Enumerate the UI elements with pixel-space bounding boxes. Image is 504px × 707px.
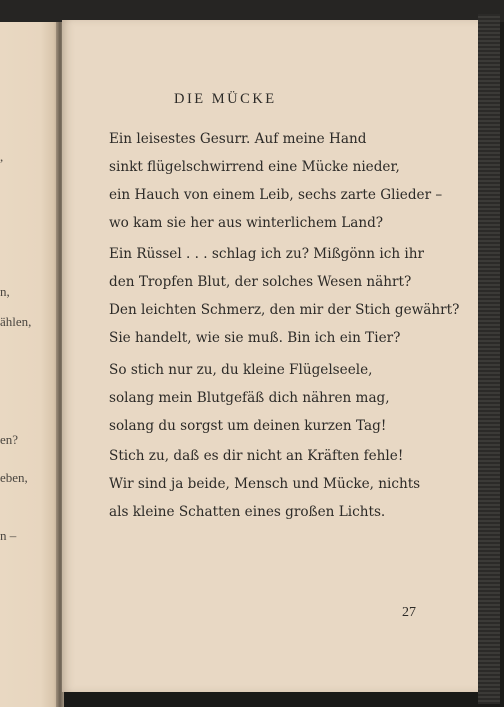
stanza-1 xyxy=(109,125,442,237)
page-number: 27 xyxy=(402,605,416,620)
verse-line: Den leichten Schmerz, den mir der Stich gewährt? xyxy=(109,302,460,318)
stanza-3 xyxy=(109,356,390,440)
verse-line: solang mein Blutgefäß dich nähren mag, xyxy=(109,390,390,406)
verse-line: solang du sorgst um deinen kurzen Tag! xyxy=(109,418,387,434)
left-page xyxy=(0,22,58,707)
verse-line: wo kam sie her aus winterlichem Land? xyxy=(109,215,384,231)
poem-title: DIE MÜCKE xyxy=(174,91,277,107)
verse-line: den Tropfen Blut, der solches Wesen nährt? xyxy=(109,274,412,290)
verse-line: Wir sind ja beide, Mensch und Mücke, nichts xyxy=(109,476,421,492)
verse-line: Ein leisestes Gesurr. Auf meine Hand xyxy=(109,131,367,147)
book-cover-edge xyxy=(478,14,500,704)
verse-line: So stich nur zu, du kleine Flügelseele, xyxy=(109,362,373,378)
stanza-2 xyxy=(109,240,459,352)
left-page-fragment: n – xyxy=(0,528,17,543)
left-page-fragment: eben, xyxy=(0,470,28,485)
left-page-fragment: ählen, xyxy=(0,314,32,329)
left-page-fragment: , xyxy=(0,149,4,164)
verse-line: als kleine Schatten eines großen Lichts. xyxy=(109,504,386,520)
verse-line: Ein Rüssel . . . schlag ich zu? Mißgönn ich ihr xyxy=(109,246,425,262)
left-page-fragment: n, xyxy=(0,284,10,299)
left-page-fragment: en? xyxy=(0,432,19,447)
background-top xyxy=(0,0,504,22)
stanza-4 xyxy=(109,442,420,526)
verse-line: sinkt flügelschwirrend eine Mücke nieder, xyxy=(109,159,400,175)
verse-line: Sie handelt, wie sie muß. Bin ich ein Tier? xyxy=(109,330,401,346)
verse-line: ein Hauch von einem Leib, sechs zarte Glieder – xyxy=(109,187,443,203)
verse-line: Stich zu, daß es dir nicht an Kräften fehle! xyxy=(109,448,404,464)
